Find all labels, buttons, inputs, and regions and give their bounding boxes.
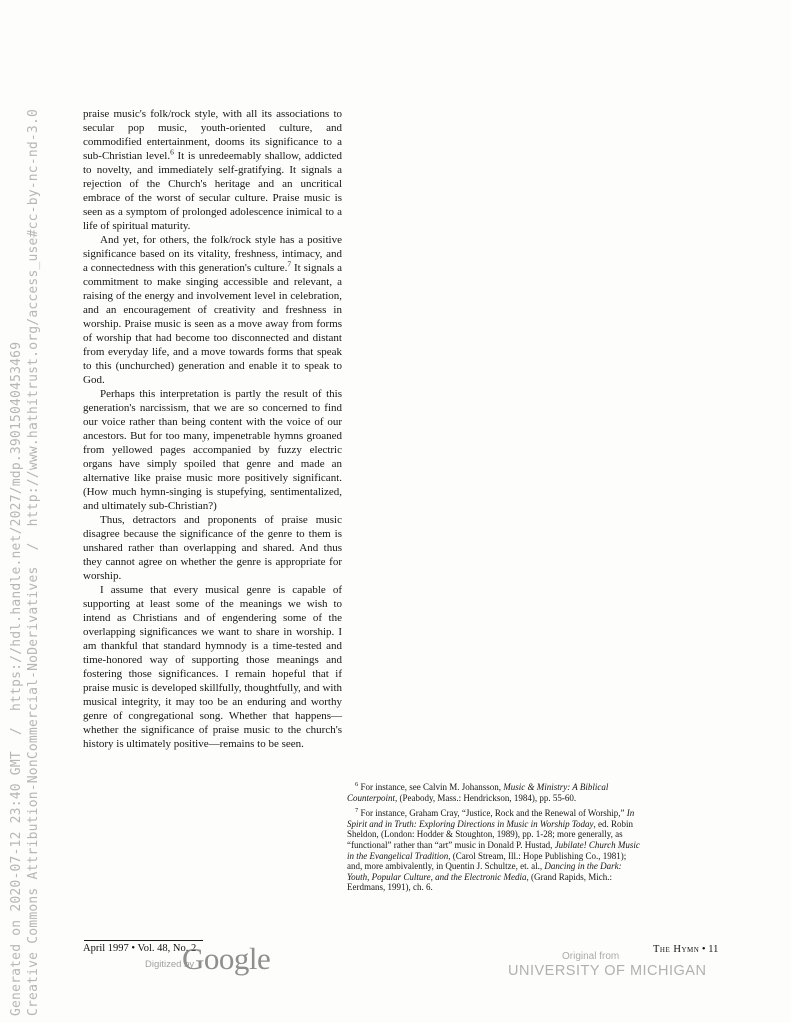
footnote: $^6$ For instance, see Calvin M. Johansson, Music & Ministry: A Biblical Counterpoint, (Peabody, Mass.: Hendrickson, 1984), pp. 55-60. [347, 781, 609, 803]
google-logo: Google [182, 941, 271, 976]
digitized-by-label: Digitized by [145, 959, 195, 970]
footnote-marker: 6 [355, 781, 359, 788]
page-number: 11 [708, 944, 719, 955]
journal-page-label [653, 944, 718, 955]
article-paragraph: I assume that every musical genre is capable of supporting at least some of the meanings we wish to intend as Christians and of engendering some of the overlapping significances we want to share in worship. I am thankful that standard hymnody is a time-tested and time-honored way of supporting those meanings and fostering those significances. I remain hopeful that if praise music is developed skillfully, thoughtfully, and with musical integrity, it may too be an enduring and worthy genre of congregational song. Whether that happens—whether the significance of praise music to the church's history is ultimately positive—remains to be seen. [83, 584, 342, 750]
article-column [83, 107, 342, 751]
footnote-marker: 7 [355, 807, 359, 815]
issue-volume-label: April 1997 • Vol. 48, No. 2 [83, 943, 197, 954]
article-paragraph: And yet, for others, the folk/rock style has a positive significance based on its vitality, freshness, intimacy, and a connectedness with this generation's culture.$^7$ It signals a commitment to make singing accessible and relevant, a raising of the energy and involvement level in celebration, and an encouragement of creativity and freshness in worship. Praise music is seen as a move away from forms of worship that had become too disconnected and distant from everyday life, and a move towards forms that speak to this (unchurched) generation and enable it to speak to God. [83, 234, 342, 386]
article-paragraph: Thus, detractors and proponents of praise music disagree because the significance of the genre to them is unshared rather than overlapping and shared. And thus they cannot agree on whether the genre is appropriate for worship. [83, 514, 342, 582]
page-separator: • [701, 944, 706, 955]
watermark-license-line: Creative Commons Attribution-NonCommercial-NoDerivatives / http://www.hathitrust.org/access_use#cc-by-nc-nd-3.0 [26, 108, 41, 1016]
original-from-label: Original from [562, 951, 620, 962]
footnote: $^7$ For instance, Graham Cray, “Justice, Rock and the Renewal of Worship,” In Spirit and in Truth: Exploring Directions in Music in Worship Today, ed. Robin Sheldon, (London: Hodder & Stoughton, 1989), pp. 1-28; more generally, as “functional” rather than “art” music in Donald P. Hustad, Jubilate! Church Music in the Evangelical Tradition, (Carol Stream, Ill.: Hope Publishing Co., 1981); and, more ambivalently, in Quentin J. Schultze, et. al., Dancing in the Dark: Youth, Popular Culture, and the Electronic Media, (Grand Rapids, Mich.: Eerdmans, 1991), ch. 6. [347, 807, 640, 893]
footnotes-column [347, 782, 643, 898]
watermark-generated-line: Generated on 2020-07-12 23:40 GMT / https://hdl.handle.net/2027/mdp.39015040453469 [9, 341, 24, 1016]
article-paragraph: praise music's folk/rock style, with all its associations to secular pop music, youth-oriented culture, and commodified entertainment, dooms its significance to a sub-Christian level.$^6$ It is unredeemably shallow, addicted to novelty, and immediately self-gratifying. It signals a rejection of the Church's heritage and an uncritical embrace of the worst of secular culture. Praise music is seen as a symptom of prolonged adolescence inimical to a life of spiritual maturity. [83, 108, 343, 232]
article-paragraph: Perhaps this interpretation is partly the result of this generation's narcissism, that we are so concerned to find our voice rather than being content with the voice of our ancestors. But for too many, impenetrable hymns groaned from yellowed pages accompanied by fuzzy electric organs have simply spoiled that genre and made an alternative like praise music more positively significant. (How much hymn-singing is stupefying, sentimentalized, and ultimately sub-Christian?) [83, 388, 342, 512]
institution-label: UNIVERSITY OF MICHIGAN [508, 963, 707, 979]
journal-name: The Hymn [653, 944, 700, 955]
